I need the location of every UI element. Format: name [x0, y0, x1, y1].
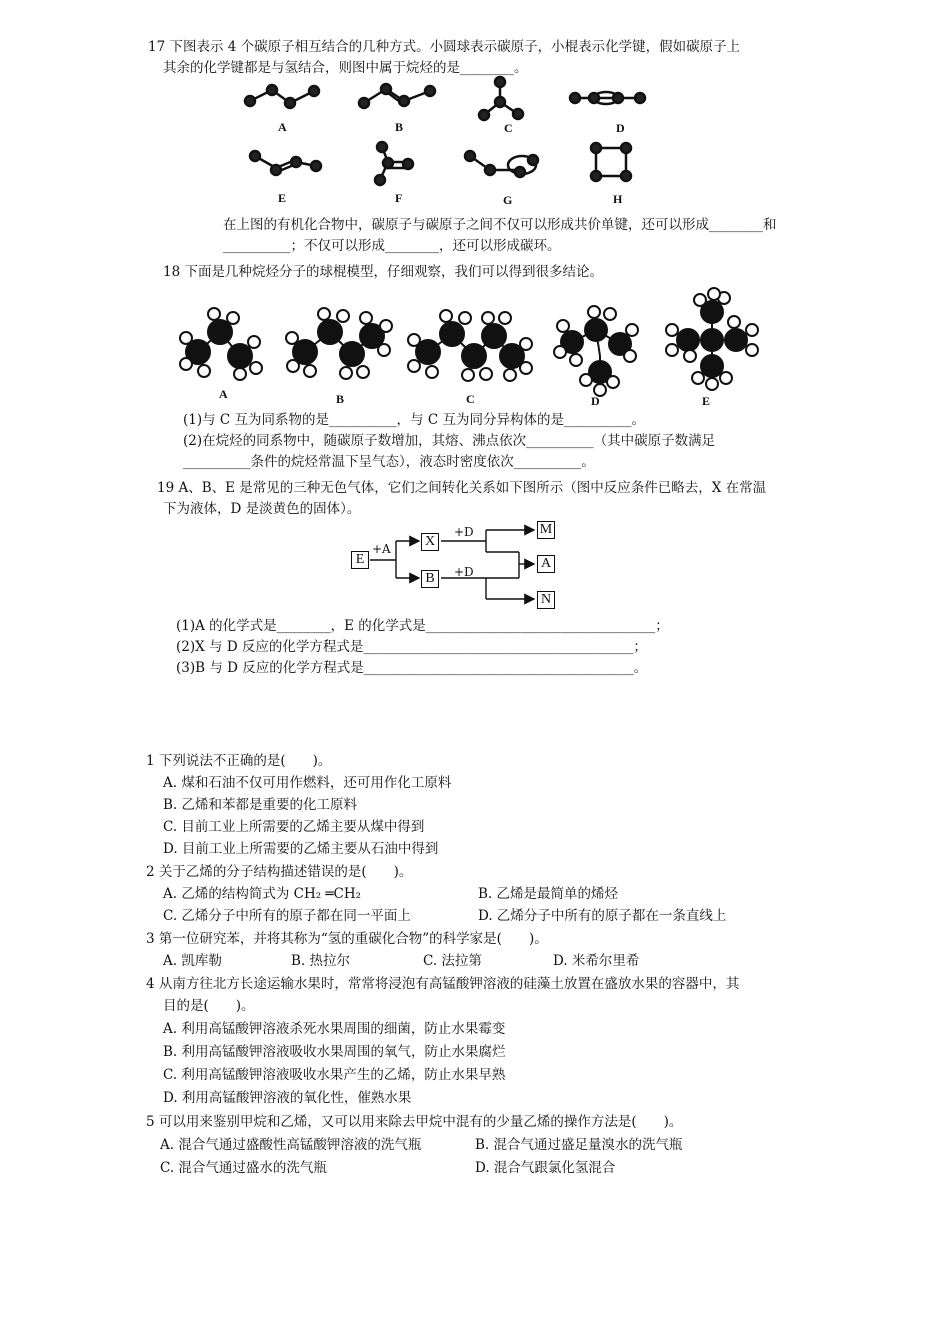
node-e: E	[351, 551, 369, 569]
q18-sub2-line1: (2)在烷烃的同系物中，随碳原子数增加，其熔、沸点依次__________（其中碳原子数满足	[183, 433, 716, 449]
q17-follow-line2: __________；不仅可以形成________，还可以形成碳环。	[223, 238, 561, 254]
model-label-c: C	[466, 392, 475, 406]
model-label-d: D	[591, 394, 600, 408]
q19-sub1: (1)A 的化学式是________，E 的化学式是__________________________________；	[176, 618, 669, 634]
mc4-option-c: C. 利用高锰酸钾溶液吸收水果产生的乙烯，防止水果早熟	[163, 1067, 506, 1083]
node-a: A	[537, 555, 555, 573]
mc4-stem-line1: 4 从南方往北方长途运输水果时，常常将浸泡有高锰酸钾溶液的硅藻土放置在盛放水果的容器中，其	[146, 976, 740, 992]
node-b: B	[421, 570, 439, 588]
q17-stem-line2: 其余的化学键都是与氢结合，则图中属于烷烃的是________。	[163, 60, 528, 76]
fig-label-c: C	[504, 121, 513, 135]
label-plus-d-2: +D	[454, 565, 474, 579]
mc4-option-a: A. 利用高锰酸钾溶液杀死水果周围的细菌，防止水果霉变	[163, 1021, 506, 1037]
model-label-a: A	[219, 387, 228, 401]
q19-stem-line2: 下为液体，D 是淡黄色的固体）。	[163, 501, 361, 517]
mc5-option-c: C. 混合气通过盛水的洗气瓶	[160, 1160, 327, 1176]
model-label-e: E	[702, 394, 711, 408]
mc2-option-b: B. 乙烯是最简单的烯烃	[478, 886, 619, 902]
q19-flow-arrows	[0, 0, 950, 620]
mc3-option-c: C. 法拉第	[423, 953, 482, 969]
q17-stem-line1: 17 下图表示 4 个碳原子相互结合的几种方式。小圆球表示碳原子，小棍表示化学键，假如碳原子上	[148, 39, 741, 55]
mc1-option-a: A. 煤和石油不仅可用作燃料，还可用作化工原料	[163, 775, 452, 791]
mc2-option-c: C. 乙烯分子中所有的原子都在同一平面上	[163, 908, 411, 924]
fig-label-d: D	[616, 121, 625, 135]
mc1-option-c: C. 目前工业上所需要的乙烯主要从煤中得到	[163, 819, 425, 835]
q19-sub2: (2)X 与 D 反应的化学方程式是________________________________________；	[176, 639, 647, 655]
mc4-stem-line2: 目的是( )。	[163, 998, 255, 1014]
q19-sub3: (3)B 与 D 反应的化学方程式是________________________________________。	[176, 660, 648, 676]
mc4-option-b: B. 利用高锰酸钾溶液吸收水果周围的氧气，防止水果腐烂	[163, 1044, 506, 1060]
mc3-option-d: D. 米希尔里希	[553, 953, 640, 969]
fig-label-g: G	[503, 193, 513, 207]
q18-stem: 18 下面是几种烷烃分子的球棍模型，仔细观察，我们可以得到很多结论。	[163, 264, 603, 280]
node-m: M	[537, 521, 555, 539]
node-n: N	[537, 591, 555, 609]
fig-label-e: E	[278, 191, 287, 205]
fig-label-a: A	[278, 120, 287, 134]
model-label-b: B	[336, 392, 345, 406]
label-plus-a: +A	[372, 542, 391, 556]
fig-label-b: B	[395, 120, 404, 134]
mc3-option-b: B. 热拉尔	[291, 953, 351, 969]
fig-label-h: H	[613, 192, 623, 206]
label-plus-d-1: +D	[454, 525, 474, 539]
mc5-option-d: D. 混合气跟氯化氢混合	[475, 1160, 616, 1176]
mc1-option-d: D. 目前工业上所需要的乙烯主要从石油中得到	[163, 841, 439, 857]
mc4-option-d: D. 利用高锰酸钾溶液的氧化性，催熟水果	[163, 1090, 412, 1106]
fig-label-f: F	[395, 191, 403, 205]
mc5-option-a: A. 混合气通过盛酸性高锰酸钾溶液的洗气瓶	[160, 1137, 422, 1153]
node-x: X	[421, 533, 439, 551]
mc2-option-d: D. 乙烯分子中所有的原子都在一条直线上	[478, 908, 727, 924]
mc5-stem: 5 可以用来鉴别甲烷和乙烯，又可以用来除去甲烷中混有的少量乙烯的操作方法是( )。	[146, 1114, 683, 1130]
q18-sub1: (1)与 C 互为同系物的是__________，与 C 互为同分异构体的是__________。	[183, 412, 645, 428]
mc2-stem: 2 关于乙烯的分子结构描述错误的是( )。	[146, 864, 413, 880]
mc5-option-b: B. 混合气通过盛足量溴水的洗气瓶	[475, 1137, 683, 1153]
q17-follow-line1: 在上图的有机化合物中，碳原子与碳原子之间不仅可以形成共价单键，还可以形成________和	[223, 217, 777, 233]
mc3-option-a: A. 凯库勒	[163, 953, 222, 969]
mc1-option-b: B. 乙烯和苯都是重要的化工原料	[163, 797, 358, 813]
mc2-option-a: A. 乙烯的结构简式为 CH₂ ═CH₂	[163, 886, 362, 902]
mc3-stem: 3 第一位研究苯，并将其称为“氢的重碳化合物”的科学家是( )。	[146, 931, 548, 947]
mc1-stem: 1 下列说法不正确的是( )。	[146, 753, 332, 769]
q18-sub2-line2: __________条件的烷烃常温下呈气态），液态时密度依次__________。	[183, 454, 595, 470]
q19-stem-line1: 19 A、B、E 是常见的三种无色气体，它们之间转化关系如下图所示（图中反应条件已略去，X 在常温	[157, 480, 767, 496]
